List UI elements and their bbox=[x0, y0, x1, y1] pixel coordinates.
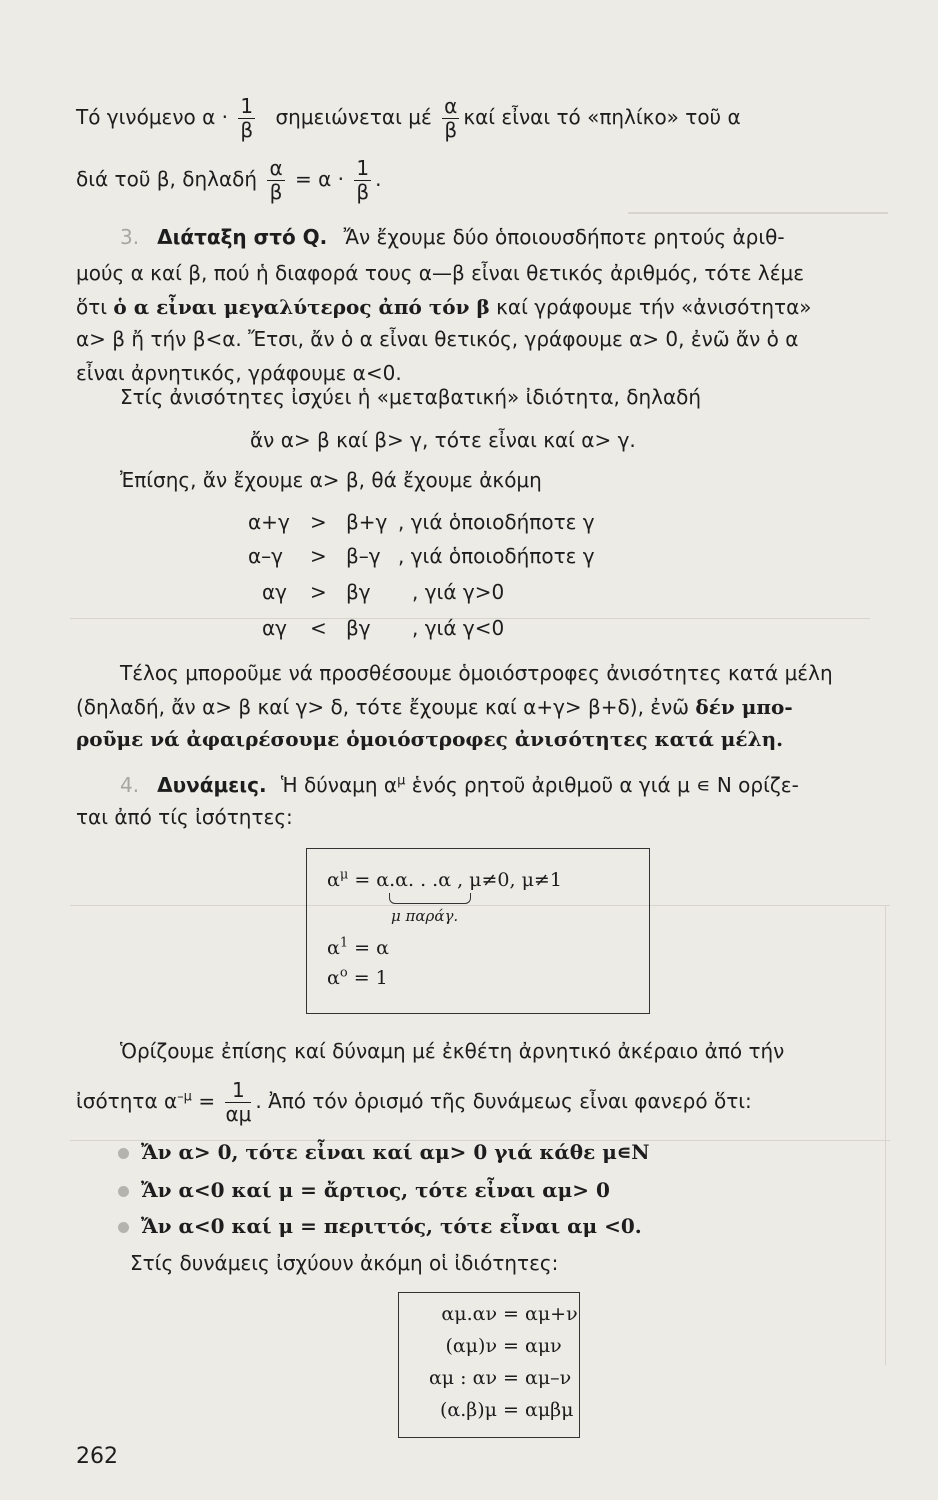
section-3-line-8: Ἐπίσης, ἄν ἔχουμε α> β, θά ἔχουμε ἀκόμη bbox=[120, 468, 542, 492]
base: α bbox=[327, 967, 340, 989]
section-3-heading-line bbox=[120, 222, 785, 252]
section-3-line-11: ροῦμε νά ἀφαιρέσουμε ὁμοιόστροφες ἀνισότητες κατά μέλη. bbox=[76, 727, 784, 751]
bleed-through-rule bbox=[885, 905, 886, 1365]
list-item-text: Ἄν α<0 καί μ = ἄρτιος, τότε εἶναι αμ> 0 bbox=[141, 1178, 610, 1202]
lhs: αμ.αν bbox=[441, 1303, 497, 1325]
rhs: βγ bbox=[346, 580, 371, 604]
underbrace bbox=[389, 893, 471, 904]
exponent: ο bbox=[339, 965, 348, 981]
property-row bbox=[413, 1367, 571, 1389]
section-4-line-2: ται ἀπό τίς ἰσότητες: bbox=[76, 805, 293, 829]
fraction bbox=[225, 1080, 251, 1125]
operator: > bbox=[310, 580, 327, 604]
expression: = α bbox=[354, 937, 389, 959]
section-4-line-5: Στίς δυνάμεις ἰσχύουν ἀκόμη οἱ ἰδιότητες: bbox=[130, 1251, 559, 1275]
list-item bbox=[118, 1178, 610, 1202]
section-number: 3. bbox=[120, 225, 140, 249]
section-3-line-5: εἶναι ἀρνητικός, γράφουμε α<0. bbox=[76, 361, 402, 385]
rhs: β+γ bbox=[346, 510, 388, 534]
text: . bbox=[375, 167, 382, 191]
underbrace-label: μ παράγ. bbox=[391, 907, 459, 925]
section-4-line-3: Ὁρίζουμε ἐπίσης καί δύναμη μέ ἐκθέτη ἀρνητικό ἀκέραιο ἀπό τήν bbox=[120, 1039, 785, 1063]
denominator: β bbox=[444, 118, 458, 142]
definition-row bbox=[327, 937, 389, 959]
definition-row bbox=[327, 967, 388, 989]
bullet-icon bbox=[118, 1222, 129, 1233]
lhs: (αμ)ν bbox=[445, 1335, 497, 1357]
denominator: β bbox=[356, 180, 370, 204]
condition: , γιά γ<0 bbox=[412, 616, 505, 640]
numerator: 1 bbox=[356, 156, 370, 180]
base: α bbox=[327, 869, 340, 891]
property-row bbox=[413, 1335, 562, 1357]
power-definition-box bbox=[306, 848, 650, 1014]
fraction bbox=[354, 158, 371, 203]
text: Ἄν ἔχουμε δύο ὁποιουσδήποτε ρητούς ἀριθ- bbox=[343, 225, 785, 249]
text: ἑνός ρητοῦ ἀριθμοῦ α γιά μ ∊ N ορίζε- bbox=[411, 773, 799, 797]
definition-row bbox=[327, 869, 562, 891]
equals: = bbox=[198, 1089, 216, 1113]
section-3-line-9: Τέλος μποροῦμε νά προσθέσουμε ὁμοιόστροφες ἀνισότητες κατά μέλη bbox=[120, 661, 833, 685]
fraction bbox=[442, 96, 459, 141]
bullet-icon bbox=[118, 1186, 129, 1197]
section-4-line-4 bbox=[76, 1080, 752, 1125]
expression: = 1 bbox=[353, 967, 388, 989]
rhs: β–γ bbox=[346, 544, 381, 568]
rhs: = αμβμ bbox=[503, 1399, 574, 1421]
section-3-line-6: Στίς ἀνισότητες ἰσχύει ἡ «μεταβατική» ἰδιότητα, δηλαδή bbox=[120, 385, 702, 409]
text: Τό γινόμενο α · bbox=[76, 105, 229, 129]
property-row bbox=[413, 1303, 578, 1325]
fraction bbox=[267, 158, 284, 203]
numerator: 1 bbox=[225, 1080, 251, 1103]
lhs: α–γ bbox=[248, 544, 284, 568]
exponent: 1 bbox=[339, 935, 349, 951]
inequality-row bbox=[248, 510, 595, 534]
power-properties-box bbox=[398, 1292, 580, 1438]
numerator: α bbox=[444, 94, 458, 118]
text: διά τοῦ β, δηλαδή bbox=[76, 167, 258, 191]
section-title: Δυνάμεις. bbox=[157, 773, 267, 797]
expression: = α.α. . .α , μ≠0, μ≠1 bbox=[354, 869, 562, 891]
property-row bbox=[413, 1399, 574, 1421]
rhs: = αμ–ν bbox=[503, 1367, 572, 1389]
inequality-row bbox=[262, 616, 504, 640]
section-3-line-10 bbox=[76, 692, 793, 722]
condition: , γιά ὁποιοδήποτε γ bbox=[398, 510, 595, 534]
transitive-statement: ἄν α> β καί β> γ, τότε εἶναι καί α> γ. bbox=[250, 428, 636, 452]
numerator: α bbox=[269, 156, 283, 180]
text: . Ἀπό τόν ὁρισμό τῆς δυνάμεως εἶναι φανερό ὅτι: bbox=[255, 1089, 752, 1113]
text: ὅτι bbox=[76, 295, 108, 319]
lhs: αγ bbox=[262, 616, 288, 640]
text: (δηλαδή, ἄν α> β καί γ> δ, τότε ἔχουμε καί α+γ> β+δ), ἐνῶ bbox=[76, 695, 690, 719]
operator: > bbox=[310, 544, 327, 568]
section-3-line-3 bbox=[76, 292, 812, 322]
list-item-text: Ἄν α<0 καί μ = περιττός, τότε εἶναι αμ <0. bbox=[141, 1214, 642, 1238]
section-title: Διάταξη στό Q. bbox=[157, 225, 328, 249]
list-item bbox=[118, 1140, 650, 1164]
section-3-line-2: μούς α καί β, πού ἡ διαφορά τους α—β εἶναι θετικός ἀριθμός, τότε λέμε bbox=[76, 261, 805, 285]
exponent: μ bbox=[339, 867, 349, 883]
fraction bbox=[238, 96, 255, 141]
condition: , γιά ὁποιοδήποτε γ bbox=[398, 544, 595, 568]
denominator: β bbox=[269, 180, 283, 204]
lhs: α+γ bbox=[248, 510, 290, 534]
text: σημειώνεται μέ bbox=[275, 105, 432, 129]
denominator: αμ bbox=[225, 1102, 252, 1126]
inequality-row bbox=[262, 580, 504, 604]
bleed-through-rule bbox=[628, 212, 888, 214]
denominator: β bbox=[240, 118, 254, 142]
section-4-heading-line bbox=[120, 770, 799, 800]
bullet-icon bbox=[118, 1148, 129, 1159]
lhs: αμ : αν bbox=[428, 1367, 497, 1389]
text: καί εἶναι τό «πηλίκο» τοῦ α bbox=[463, 105, 741, 129]
page-number: 262 bbox=[76, 1444, 118, 1469]
emphasis: ὁ α εἶναι μεγαλύτερος ἀπό τόν β bbox=[113, 295, 490, 319]
exponent: μ bbox=[397, 773, 406, 789]
list-item-text: Ἄν α> 0, τότε εἶναι καί αμ> 0 γιά κάθε μ∊N bbox=[141, 1140, 650, 1164]
operator: > bbox=[310, 510, 327, 534]
base: α bbox=[327, 937, 340, 959]
rhs: = αμ+ν bbox=[503, 1303, 578, 1325]
exponent: –μ bbox=[177, 1089, 192, 1105]
intro-line-2 bbox=[76, 158, 381, 203]
section-number: 4. bbox=[120, 773, 140, 797]
text: Ἡ δύναμη α bbox=[280, 773, 398, 797]
numerator: 1 bbox=[240, 94, 254, 118]
section-3-line-4: α> β ἤ τήν β<α. Ἔτσι, ἄν ὁ α εἶναι θετικός, γράφουμε α> 0, ἐνῶ ἄν ὁ α bbox=[76, 327, 799, 351]
operator: < bbox=[310, 616, 327, 640]
text: = α · bbox=[294, 167, 344, 191]
text: ἰσότητα α bbox=[76, 1089, 178, 1113]
condition: , γιά γ>0 bbox=[412, 580, 505, 604]
rhs: βγ bbox=[346, 616, 371, 640]
lhs: αγ bbox=[262, 580, 288, 604]
intro-line-1 bbox=[76, 96, 741, 141]
lhs: (α.β)μ bbox=[439, 1399, 497, 1421]
text: καί γράφουμε τήν «ἀνισότητα» bbox=[496, 295, 812, 319]
list-item bbox=[118, 1214, 642, 1238]
inequality-row bbox=[248, 544, 595, 568]
rhs: = αμν bbox=[503, 1335, 562, 1357]
emphasis: δέν μπο- bbox=[695, 695, 793, 719]
